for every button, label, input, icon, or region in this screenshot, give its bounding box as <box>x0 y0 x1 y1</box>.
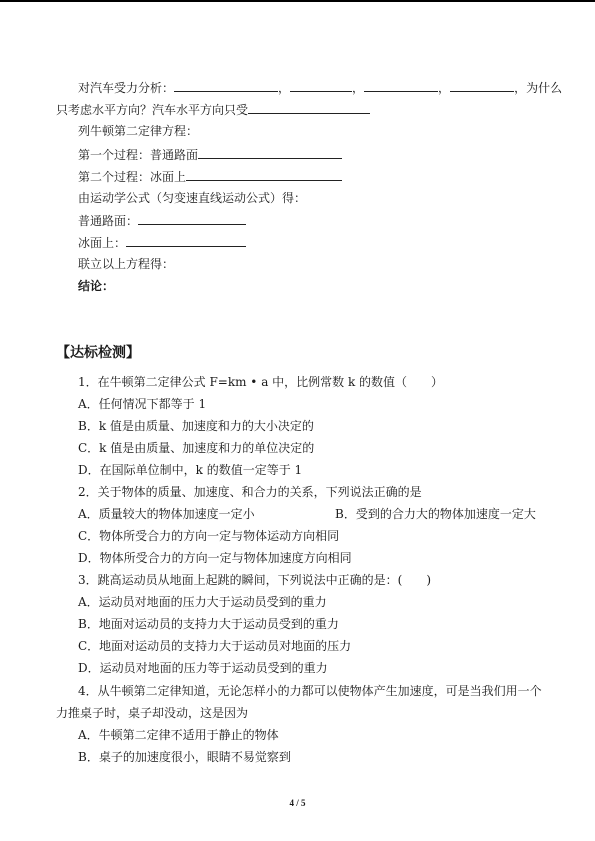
page-number: 4 / 5 <box>289 798 306 808</box>
blank <box>174 79 278 92</box>
force-analysis-line: 对汽车受力分析： ， ， ， ，为什么 <box>78 81 563 95</box>
newton-label: 列牛顿第二定律方程： <box>78 124 199 138</box>
blank <box>364 79 438 92</box>
option-item: A．质量较大的物体加速度一定小 <box>78 507 255 521</box>
blank <box>126 234 246 247</box>
question-stem: 4．从牛顿第二定律知道，无论怎样小的力都可以使物体产生加速度，可是当我们用一个 <box>78 684 542 698</box>
question-stem: 1．在牛顿第二定律公式 F=km • a 中，比例常数 k 的数值（ ） <box>78 375 444 389</box>
blank <box>248 101 370 114</box>
kinematics-label: 由运动学公式（匀变速直线运动公式）得： <box>78 191 307 205</box>
question-stem: 2．关于物体的质量、加速度、和合力的关系，下列说法正确的是 <box>78 485 422 499</box>
option-item: D．运动员对地面的压力等于运动员受到的重力 <box>78 661 328 675</box>
blank <box>290 79 352 92</box>
why-text: ，为什么 <box>514 81 563 95</box>
ice-line: 冰面上： <box>78 234 246 251</box>
top-rule <box>0 0 595 2</box>
road-line: 普通路面： <box>78 212 246 229</box>
option-item: B．k 值是由质量、加速度和力的大小决定的 <box>78 419 314 433</box>
option-item: A．运动员对地面的压力大于运动员受到的重力 <box>78 595 327 609</box>
blank <box>186 168 342 181</box>
option-item: D．在国际单位制中，k 的数值一定等于 1 <box>78 463 303 477</box>
option-item: B．受到的合力大的物体加速度一定大 <box>335 507 536 521</box>
blank <box>450 79 514 92</box>
conclusion-label: 结论： <box>78 279 115 293</box>
option-item: C．物体所受合力的方向一定与物体运动方向相同 <box>78 529 340 543</box>
force-analysis-label: 对汽车受力分析： <box>78 81 175 95</box>
option-item: D．物体所受合力的方向一定与物体加速度方向相同 <box>78 551 352 565</box>
option-item: A．任何情况下都等于 1 <box>78 397 207 411</box>
section-title: 【达标检测】 <box>56 345 140 361</box>
question-stem-cont: 力推桌子时，桌子却没动，这是因为 <box>56 706 249 720</box>
combine-label: 联立以上方程得： <box>78 257 175 271</box>
option-item: B．地面对运动员的支持力大于运动员受到的重力 <box>78 617 339 631</box>
blank <box>138 212 246 225</box>
option-item: B．桌子的加速度很小，眼睛不易觉察到 <box>78 750 291 764</box>
horizontal-question-line: 只考虑水平方向？汽车水平方向只受 <box>56 101 370 118</box>
option-item: C．k 值是由质量、加速度和力的单位决定的 <box>78 441 315 455</box>
process2-line: 第二个过程：冰面上 <box>78 168 342 185</box>
process1-line: 第一个过程：普通路面 <box>78 146 342 163</box>
option-item: A．牛顿第二定律不适用于静止的物体 <box>78 728 279 742</box>
question-stem: 3．跳高运动员从地面上起跳的瞬间，下列说法中正确的是：( ) <box>78 573 432 587</box>
option-item: C．地面对运动员的支持力大于运动员对地面的压力 <box>78 639 352 653</box>
blank <box>198 146 342 159</box>
